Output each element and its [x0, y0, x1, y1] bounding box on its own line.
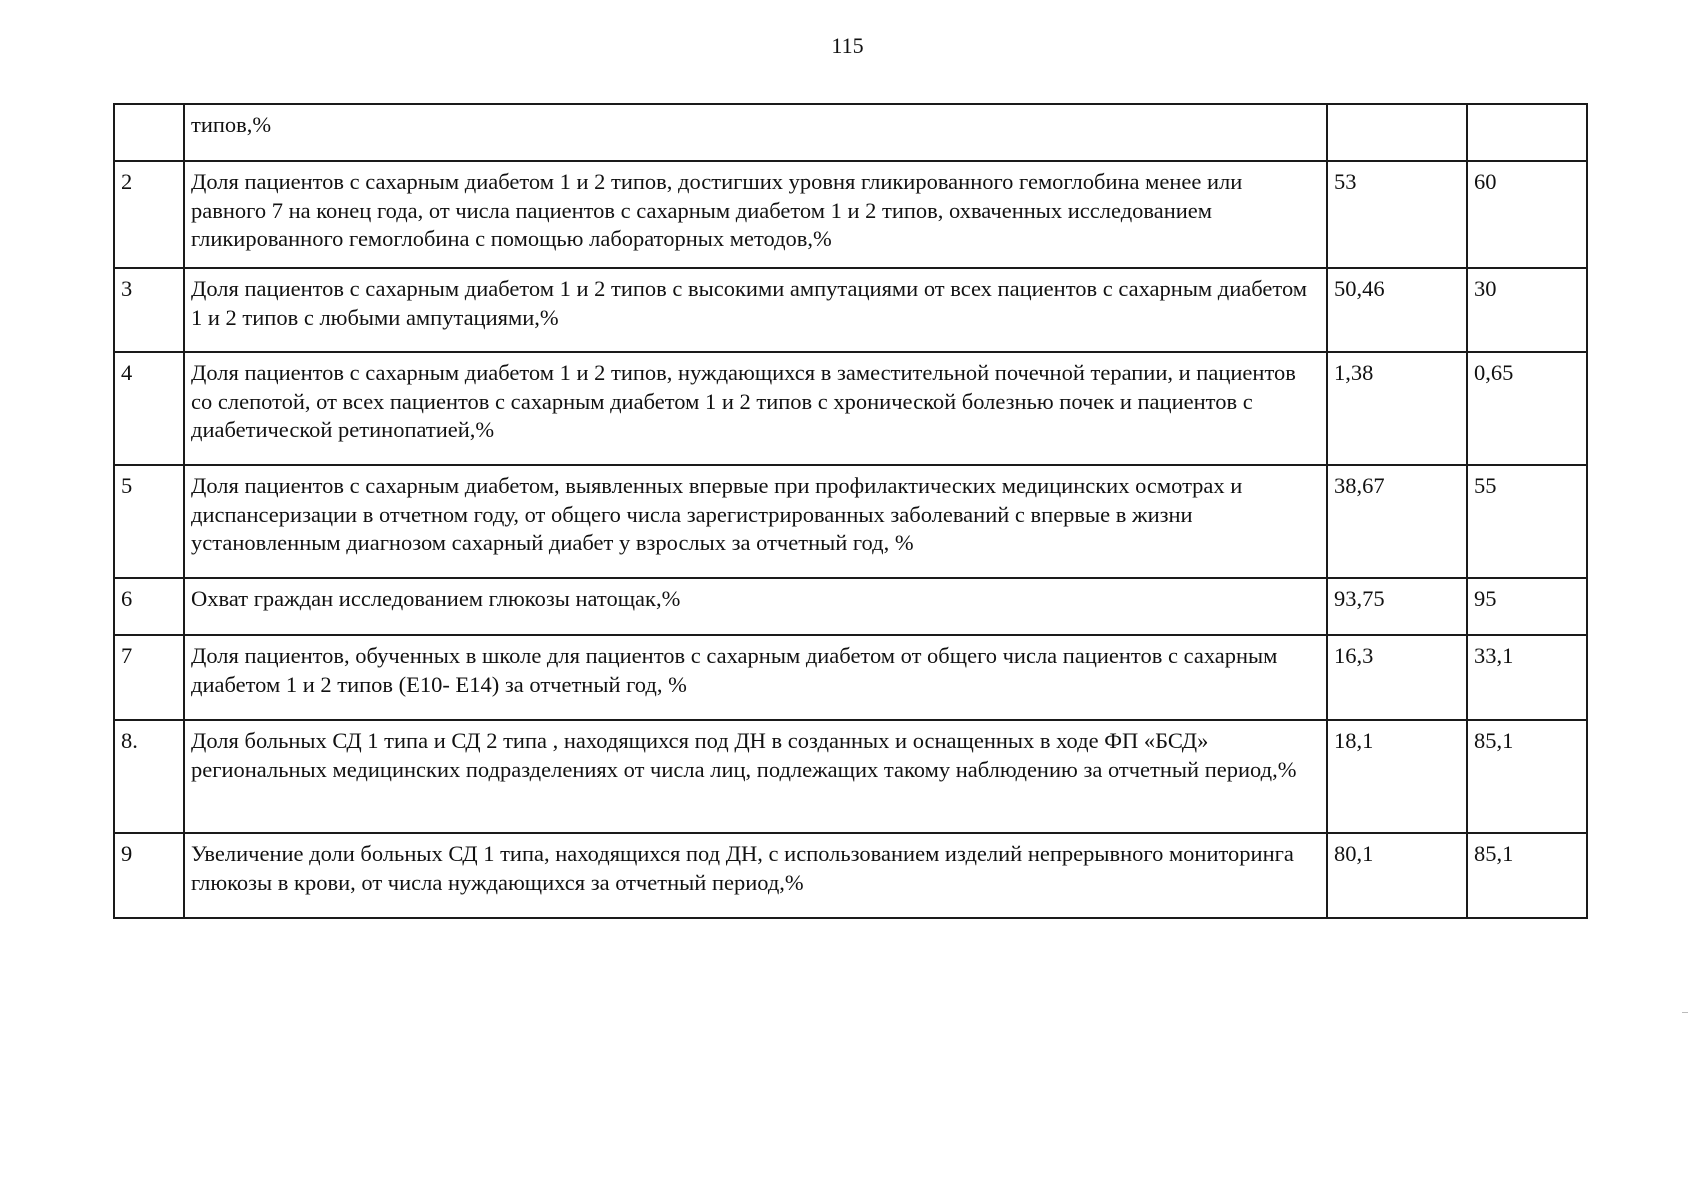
base-value-cell: 1,38 — [1327, 352, 1467, 465]
target-value-cell — [1467, 104, 1587, 161]
target-value-cell: 85,1 — [1467, 833, 1587, 918]
scan-edge-mark — [1682, 1012, 1688, 1013]
table-row — [114, 833, 1587, 918]
indicator-description-cell: Доля пациентов, обученных в школе для пациентов с сахарным диабетом от общего числа пациентов с сахарным диабетом 1 и 2 типов (Е10- Е14) за отчетный год, % — [184, 635, 1327, 720]
indicators-table — [113, 103, 1588, 919]
row-number-cell: 3 — [114, 268, 184, 352]
target-value-cell: 60 — [1467, 161, 1587, 268]
indicator-description-cell: Доля больных СД 1 типа и СД 2 типа , находящихся под ДН в созданных и оснащенных в ходе ФП «БСД» региональных медицинских подразделениях от числа лиц, подлежащих такому наблюдению за отчетный период,% — [184, 720, 1327, 833]
table-row — [114, 352, 1587, 465]
target-value-cell: 0,65 — [1467, 352, 1587, 465]
table-row — [114, 578, 1587, 635]
indicator-description-cell: Охват граждан исследованием глюкозы натощак,% — [184, 578, 1327, 635]
base-value-cell: 53 — [1327, 161, 1467, 268]
table-row-continuation — [114, 104, 1587, 161]
target-value-cell: 85,1 — [1467, 720, 1587, 833]
table-row — [114, 720, 1587, 833]
base-value-cell: 80,1 — [1327, 833, 1467, 918]
target-value-cell: 55 — [1467, 465, 1587, 578]
indicator-description-cell: типов,% — [184, 104, 1327, 161]
indicator-description-cell: Доля пациентов с сахарным диабетом, выявленных впервые при профилактических медицинских осмотрах и диспансеризации в отчетном году, от общего числа зарегистрированных заболеваний с впервые в жизни установленным диагнозом сахарный диабет у взрослых за отчетный год, % — [184, 465, 1327, 578]
target-value-cell: 95 — [1467, 578, 1587, 635]
table-row — [114, 635, 1587, 720]
indicator-description-cell: Доля пациентов с сахарным диабетом 1 и 2 типов, нуждающихся в заместительной почечной терапии, и пациентов со слепотой, от всех пациентов с сахарным диабетом 1 и 2 типов с хронической болезнью почек и пациентов с диабетической ретинопатией,% — [184, 352, 1327, 465]
row-number-cell: 5 — [114, 465, 184, 578]
table-row — [114, 161, 1587, 268]
table-row — [114, 268, 1587, 352]
row-number-cell: 9 — [114, 833, 184, 918]
page-number: 115 — [831, 33, 864, 58]
table-row — [114, 465, 1587, 578]
base-value-cell: 93,75 — [1327, 578, 1467, 635]
indicator-description-cell: Доля пациентов с сахарным диабетом 1 и 2 типов с высокими ампутациями от всех пациентов с сахарным диабетом 1 и 2 типов с любыми ампутациями,% — [184, 268, 1327, 352]
row-number-cell: 8. — [114, 720, 184, 833]
row-number-cell: 2 — [114, 161, 184, 268]
base-value-cell — [1327, 104, 1467, 161]
base-value-cell: 50,46 — [1327, 268, 1467, 352]
target-value-cell: 30 — [1467, 268, 1587, 352]
row-number-cell: 7 — [114, 635, 184, 720]
row-number-cell: 4 — [114, 352, 184, 465]
base-value-cell: 16,3 — [1327, 635, 1467, 720]
target-value-cell: 33,1 — [1467, 635, 1587, 720]
indicator-description-cell: Доля пациентов с сахарным диабетом 1 и 2 типов, достигших уровня гликированного гемоглобина менее или равного 7 на конец года, от числа пациентов с сахарным диабетом 1 и 2 типов, охваченных исследованием гликированного гемоглобина с помощью лабораторных методов,% — [184, 161, 1327, 268]
indicator-description-cell: Увеличение доли больных СД 1 типа, находящихся под ДН, с использованием изделий непрерывного мониторинга глюкозы в крови, от числа нуждающихся за отчетный период,% — [184, 833, 1327, 918]
base-value-cell: 18,1 — [1327, 720, 1467, 833]
row-number-cell — [114, 104, 184, 161]
base-value-cell: 38,67 — [1327, 465, 1467, 578]
row-number-cell: 6 — [114, 578, 184, 635]
